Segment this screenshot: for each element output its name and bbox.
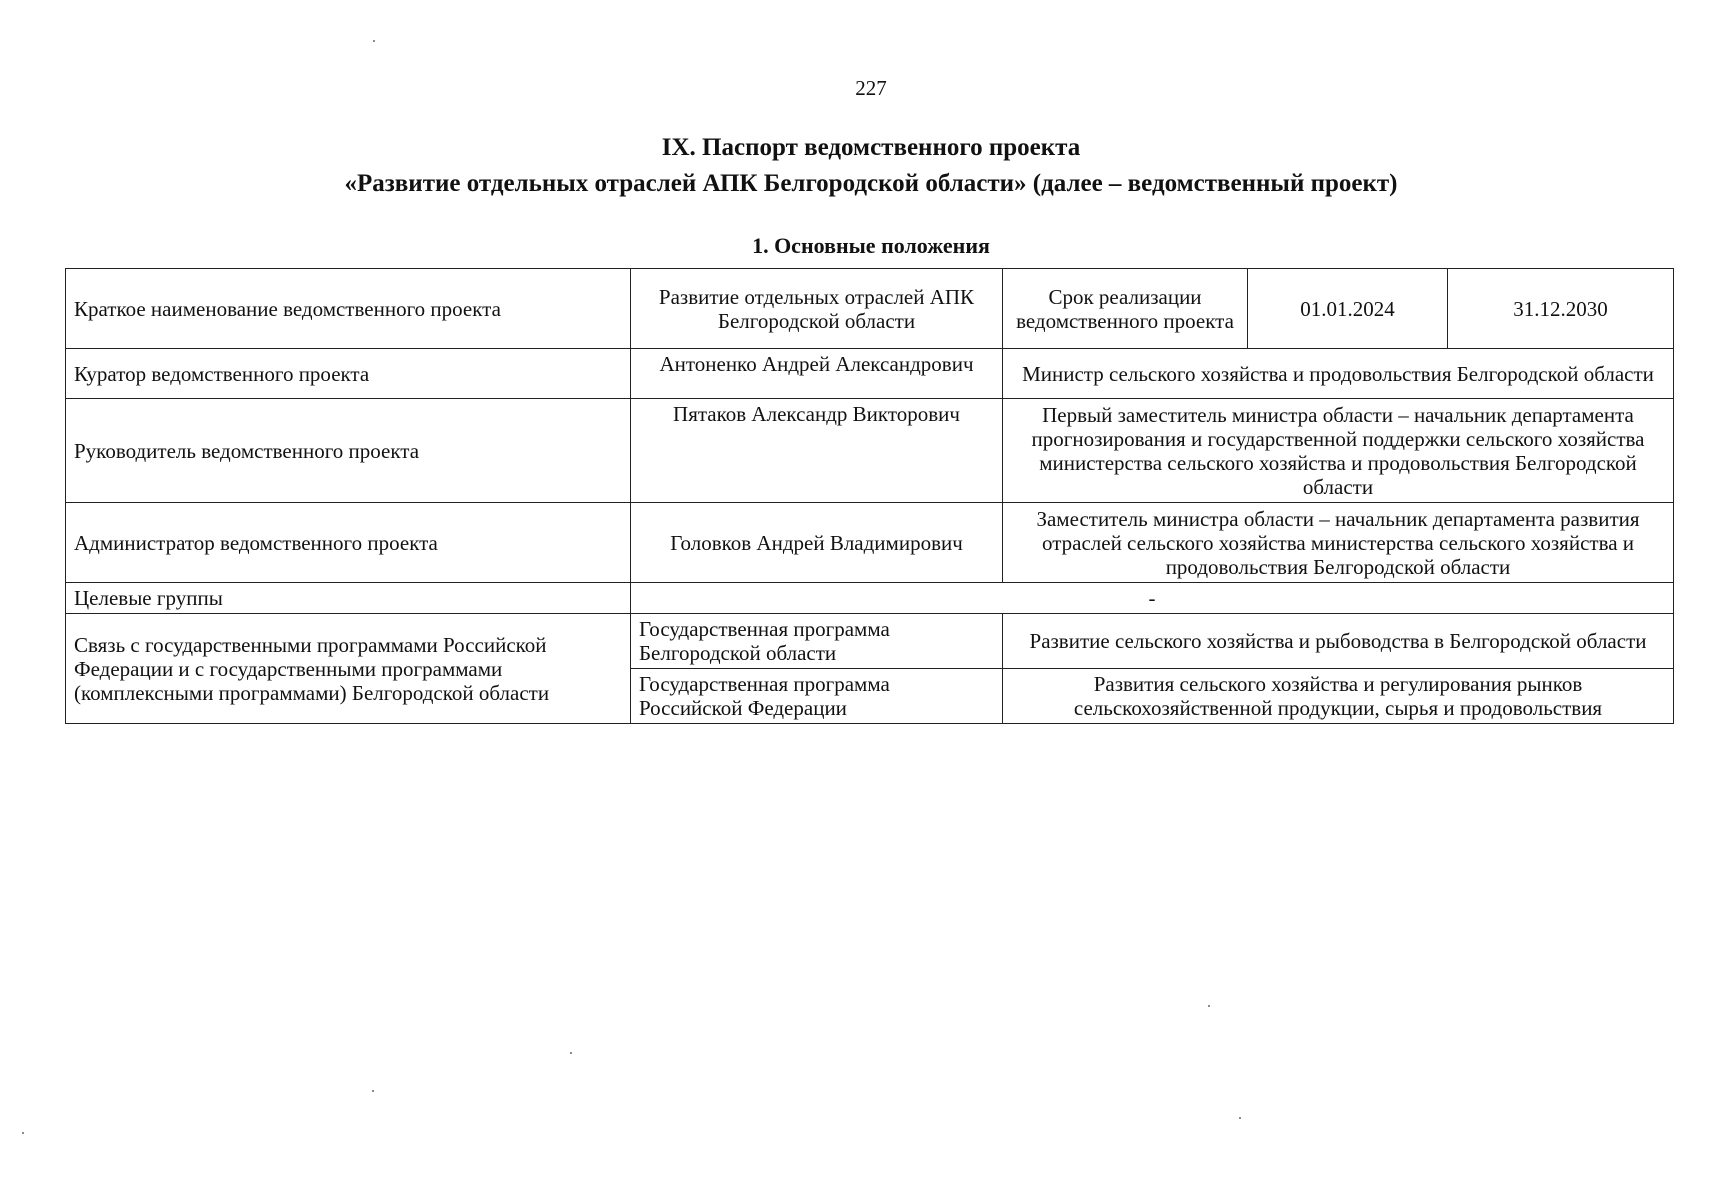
curator-name: Антоненко Андрей Александрович (631, 349, 1003, 399)
document-title (0, 130, 1714, 202)
scan-speck (1208, 1005, 1210, 1007)
administrator-name: Головков Андрей Владимирович (631, 503, 1003, 583)
table-row-target-groups (66, 583, 1674, 614)
programs-label: Связь с государственными программами Российской Федерации и с государственными программами (комплексными программами) Белгородской области (66, 614, 631, 724)
scan-speck (22, 1132, 24, 1134)
term-label: Срок реализации ведомственного проекта (1003, 269, 1248, 349)
curator-position: Министр сельского хозяйства и продовольствия Белгородской области (1003, 349, 1674, 399)
title-line-1: IX. Паспорт ведомственного проекта (661, 134, 1081, 161)
start-date: 01.01.2024 (1248, 269, 1448, 349)
federal-program-name: Развития сельского хозяйства и регулирования рынков сельскохозяйственной продукции, сырья и продовольствия (1003, 669, 1674, 724)
scan-speck (570, 1052, 572, 1054)
target-groups-value: - (631, 583, 1674, 614)
passport-table (65, 268, 1674, 724)
end-date: 31.12.2030 (1448, 269, 1674, 349)
section-title: 1. Основные положения (752, 233, 990, 258)
table-row-programs-regional (66, 614, 1674, 669)
leader-name: Пятаков Александр Викторович (631, 399, 1003, 503)
table-row-leader (66, 399, 1674, 503)
target-groups-label: Целевые группы (66, 583, 631, 614)
curator-label: Куратор ведомственного проекта (66, 349, 631, 399)
title-line-2: «Развитие отдельных отраслей АПК Белгородской области» (далее – ведомственный проект) (344, 170, 1398, 197)
regional-program-type: Государственная программа Белгородской области (631, 614, 1003, 669)
federal-program-type: Государственная программа Российской Федерации (631, 669, 1003, 724)
leader-position: Первый заместитель министра области – начальник департамента прогнозирования и государственной поддержки сельского хозяйства министерства сельского хозяйства и продовольствия Белгородской области (1003, 399, 1674, 503)
scan-speck (373, 40, 375, 42)
scan-speck (1239, 1117, 1241, 1119)
table-row-curator (66, 349, 1674, 399)
administrator-label: Администратор ведомственного проекта (66, 503, 631, 583)
administrator-position: Заместитель министра области – начальник департамента развития отраслей сельского хозяйства министерства сельского хозяйства и продовольствия Белгородской области (1003, 503, 1674, 583)
regional-program-name: Развитие сельского хозяйства и рыбоводства в Белгородской области (1003, 614, 1674, 669)
short-name-value: Развитие отдельных отраслей АПК Белгородской области (631, 269, 1003, 349)
leader-label: Руководитель ведомственного проекта (66, 399, 631, 503)
table-row-short-name (66, 269, 1674, 349)
page-number: 227 (855, 76, 887, 100)
table-row-administrator (66, 503, 1674, 583)
scan-speck (372, 1090, 374, 1092)
short-name-label: Краткое наименование ведомственного проекта (66, 269, 631, 349)
